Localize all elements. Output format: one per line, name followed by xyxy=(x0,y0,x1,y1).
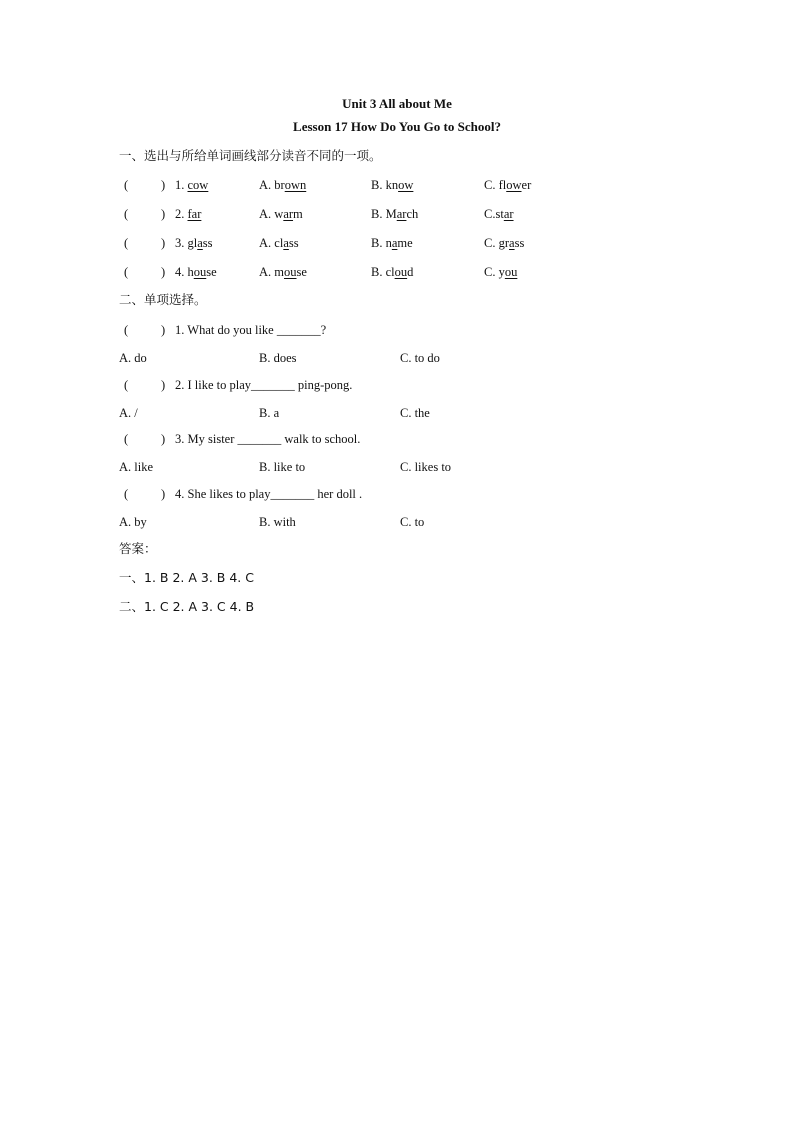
option-c-p2: er xyxy=(521,178,532,192)
option-a-pre: A. xyxy=(259,265,275,279)
option-b xyxy=(371,234,413,252)
section1-heading: 一、选出与所给单词画线部分读音不同的一项。 xyxy=(119,148,382,163)
option-c-p1: st xyxy=(495,207,504,221)
option-b: B. with xyxy=(259,515,296,529)
option-b: B. does xyxy=(259,351,297,365)
option-c-underlined: ow xyxy=(506,178,522,192)
unit-title: Unit 3 All about Me xyxy=(342,96,452,111)
phonics-question-row xyxy=(0,263,794,281)
option-a-underlined: ar xyxy=(283,207,294,221)
phonics-question-row xyxy=(0,205,794,223)
option-c-p1: fl xyxy=(498,178,507,192)
option-c: C. to do xyxy=(400,351,440,365)
question-word-p1: gl xyxy=(187,236,198,250)
option-b-p1: cl xyxy=(385,265,395,279)
option-b-underlined: ar xyxy=(396,207,407,221)
option-b-pre: B. xyxy=(371,236,386,250)
option-c-pre: C. xyxy=(484,265,499,279)
option-c xyxy=(484,205,514,223)
option-b xyxy=(371,205,418,223)
option-a-p2: m xyxy=(293,207,303,221)
option-c: C. the xyxy=(400,406,430,420)
choice-options-row xyxy=(0,458,794,476)
option-a-p1: m xyxy=(274,265,285,279)
option-b-pre: B. xyxy=(371,178,386,192)
option-c: C. to xyxy=(400,515,425,529)
answers-line-2: 二、1. C 2. A 3. C 4. B xyxy=(119,599,255,614)
question-word xyxy=(175,205,201,223)
answer-bracket-open: ( xyxy=(124,432,129,446)
question-word-underlined: ou xyxy=(193,265,207,279)
lesson-title: Lesson 17 How Do You Go to School? xyxy=(293,119,501,134)
answer-bracket-close: ) xyxy=(161,207,166,221)
question-text: 2. I like to play_______ ping-pong. xyxy=(175,378,353,392)
option-c xyxy=(484,234,524,252)
option-c-underlined: ar xyxy=(503,207,514,221)
option-a-underlined: a xyxy=(283,236,289,250)
question-word-p2: se xyxy=(206,265,217,279)
option-a xyxy=(259,234,299,252)
choice-options-row xyxy=(0,349,794,367)
question-word-pre: 3. xyxy=(175,236,188,250)
question-word-underlined: cow xyxy=(187,178,209,192)
question-word-p2: ss xyxy=(202,236,213,250)
question-word-pre: 2. xyxy=(175,207,188,221)
answer-bracket-close: ) xyxy=(161,236,166,250)
option-c xyxy=(484,176,531,194)
option-b xyxy=(371,176,413,194)
question-text: 3. My sister _______ walk to school. xyxy=(175,432,361,446)
choice-question-row xyxy=(0,321,794,339)
option-b-pre: B. xyxy=(371,207,386,221)
option-a: A. like xyxy=(119,460,154,474)
option-a xyxy=(259,263,307,281)
option-a: A. / xyxy=(119,406,138,420)
option-b-underlined: ow xyxy=(398,178,414,192)
question-text: 1. What do you like _______? xyxy=(175,323,327,337)
option-a xyxy=(259,205,303,223)
answer-bracket-open: ( xyxy=(124,323,129,337)
option-c: C. likes to xyxy=(400,460,452,474)
option-c xyxy=(484,263,517,281)
option-a-p2: ss xyxy=(288,236,299,250)
phonics-question-row xyxy=(0,234,794,252)
answer-bracket-open: ( xyxy=(124,207,129,221)
option-b-underlined: ou xyxy=(394,265,408,279)
question-word-pre: 1. xyxy=(175,178,188,192)
answers-heading: 答案： xyxy=(119,541,157,556)
question-word-pre: 4. xyxy=(175,265,188,279)
option-c-pre: C. xyxy=(484,236,499,250)
phonics-question-row xyxy=(0,176,794,194)
answer-bracket-open: ( xyxy=(124,378,129,392)
option-c-p1: y xyxy=(498,265,505,279)
option-c-pre: C. xyxy=(484,207,496,221)
option-b-p1: kn xyxy=(385,178,399,192)
question-word xyxy=(175,263,217,281)
option-b-p2: ch xyxy=(406,207,419,221)
choice-question-row xyxy=(0,376,794,394)
option-a-pre: A. xyxy=(259,178,275,192)
option-a-pre: A. xyxy=(259,207,275,221)
answer-bracket-open: ( xyxy=(124,487,129,501)
answer-bracket-open: ( xyxy=(124,265,129,279)
option-a-p1: cl xyxy=(274,236,284,250)
choice-options-row xyxy=(0,404,794,422)
question-word-underlined: a xyxy=(197,236,203,250)
answer-bracket-close: ) xyxy=(161,178,166,192)
option-b xyxy=(371,263,413,281)
question-word-underlined: far xyxy=(187,207,202,221)
option-b-pre: B. xyxy=(371,265,386,279)
option-a-p1: w xyxy=(274,207,284,221)
option-c-underlined: a xyxy=(509,236,515,250)
option-c-underlined: ou xyxy=(504,265,518,279)
section2-heading: 二、单项选择。 xyxy=(119,292,207,307)
option-a-p2: se xyxy=(296,265,307,279)
answer-bracket-close: ) xyxy=(161,487,166,501)
answer-bracket-close: ) xyxy=(161,323,166,337)
answers-line-1: 一、1. B 2. A 3. B 4. C xyxy=(119,570,254,585)
choice-options-row xyxy=(0,513,794,531)
answer-bracket-open: ( xyxy=(124,236,129,250)
option-b-p2: me xyxy=(397,236,413,250)
option-b-p2: d xyxy=(407,265,414,279)
option-a-p1: br xyxy=(274,178,285,192)
option-b-p1: n xyxy=(385,236,392,250)
option-a-pre: A. xyxy=(259,236,275,250)
question-word xyxy=(175,234,213,252)
option-b-underlined: a xyxy=(391,236,398,250)
choice-question-row xyxy=(0,430,794,448)
option-b: B. like to xyxy=(259,460,306,474)
option-c-p1: gr xyxy=(498,236,510,250)
option-a xyxy=(259,176,306,194)
option-c-pre: C. xyxy=(484,178,499,192)
question-word xyxy=(175,176,208,194)
answer-bracket-close: ) xyxy=(161,432,166,446)
choice-question-row xyxy=(0,485,794,503)
option-b: B. a xyxy=(259,406,280,420)
answer-bracket-open: ( xyxy=(124,178,129,192)
option-a-underlined: own xyxy=(284,178,307,192)
question-text: 4. She likes to play_______ her doll . xyxy=(175,487,363,501)
answer-bracket-close: ) xyxy=(161,265,166,279)
option-b-p1: M xyxy=(385,207,397,221)
option-a: A. do xyxy=(119,351,147,365)
question-word-p1: h xyxy=(187,265,194,279)
answer-bracket-close: ) xyxy=(161,378,166,392)
option-a-underlined: ou xyxy=(284,265,297,279)
option-c-p2: ss xyxy=(514,236,525,250)
option-a: A. by xyxy=(119,515,147,529)
